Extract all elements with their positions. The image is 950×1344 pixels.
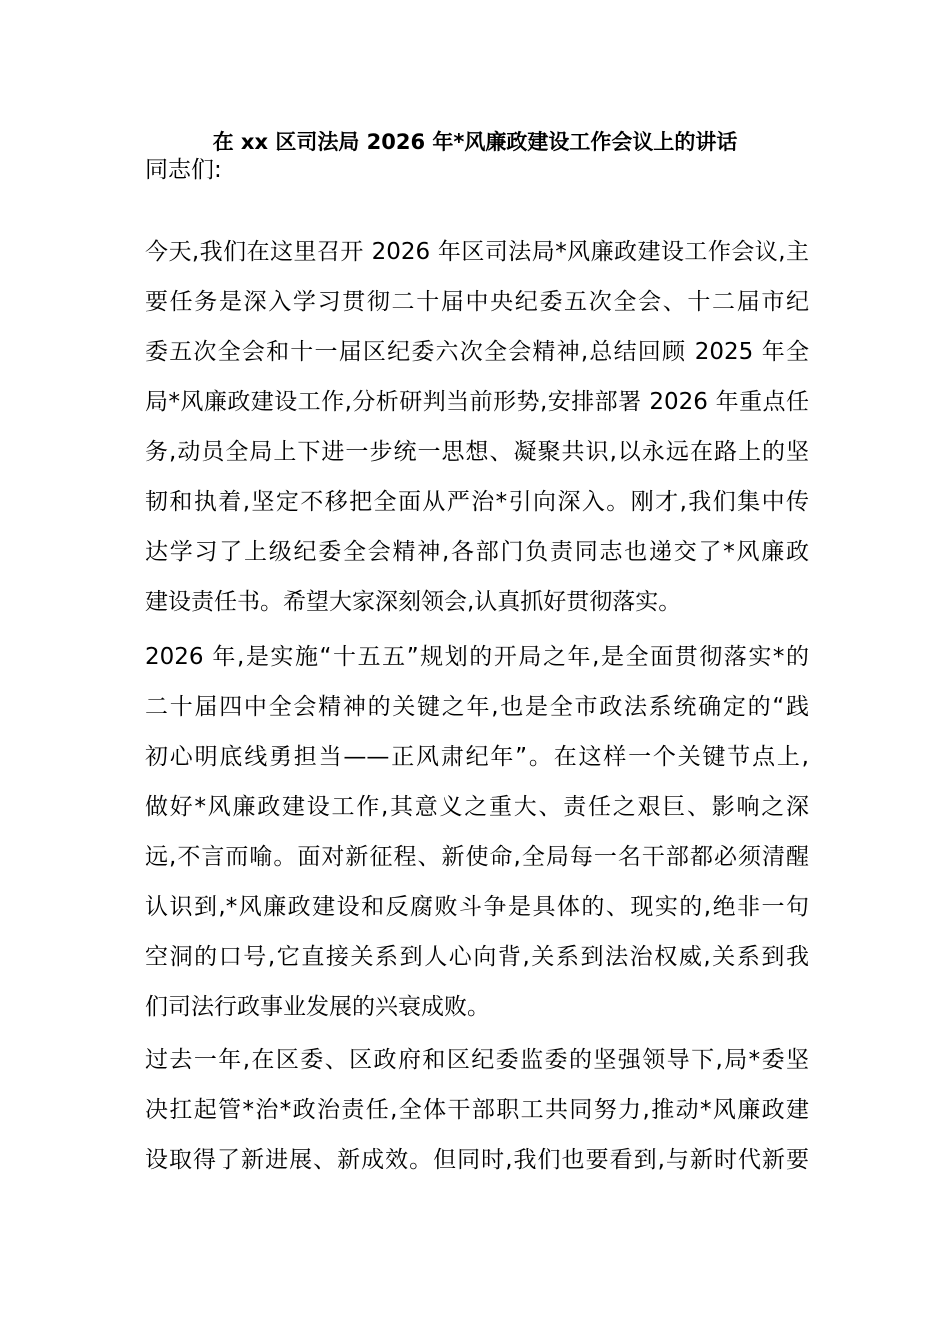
paragraph-line: 过去一年,在区委、区政府和区纪委监委的坚强领导下,局*委坚 [145,1047,809,1073]
paragraph-line: 务,动员全局上下进一步统一思想、凝聚共识,以永远在路上的坚 [145,439,809,465]
paragraph-line: 初心明底线勇担当——正风肃纪年”。在这样一个关键节点上, [145,744,809,770]
salutation: 同志们: [145,157,222,183]
paragraph-line: 们司法行政事业发展的兴衰成败。 [145,994,490,1020]
paragraph-line: 空洞的口号,它直接关系到人心向背,关系到法治权威,关系到我 [145,944,809,970]
paragraph-1 [145,227,809,627]
paragraph-line: 认识到,*风廉政建设和反腐败斗争是具体的、现实的,绝非一句 [145,894,809,920]
paragraph-line: 设取得了新进展、新成效。但同时,我们也要看到,与新时代新要 [145,1147,809,1173]
document-title: 在 xx 区司法局 2026 年*风廉政建设工作会议上的讲话 [212,130,738,154]
paragraph-line: 决扛起管*治*政治责任,全体干部职工共同努力,推动*风廉政建 [145,1097,809,1123]
paragraph-line: 远,不言而喻。面对新征程、新使命,全局每一名干部都必须清醒 [145,844,809,870]
paragraph-line: 韧和执着,坚定不移把全面从严治*引向深入。刚才,我们集中传 [145,489,809,515]
paragraph-line: 二十届四中全会精神的关键之年,也是全市政法系统确定的“践 [145,694,809,720]
paragraph-line: 2026 年,是实施“十五五”规划的开局之年,是全面贯彻落实*的 [145,644,809,670]
paragraph-line: 要任务是深入学习贯彻二十届中央纪委五次全会、十二届市纪 [145,289,809,315]
paragraph-line: 局*风廉政建设工作,分析研判当前形势,安排部署 2026 年重点任 [145,389,809,415]
paragraph-line: 今天,我们在这里召开 2026 年区司法局*风廉政建设工作会议,主 [145,239,809,265]
paragraph-line: 做好*风廉政建设工作,其意义之重大、责任之艰巨、影响之深 [145,794,809,820]
paragraph-2 [145,632,809,1032]
paragraph-line: 建设责任书。希望大家深刻领会,认真抓好贯彻落实。 [145,589,682,615]
paragraph-line: 达学习了上级纪委全会精神,各部门负责同志也递交了*风廉政 [145,539,809,565]
paragraph-3 [145,1035,809,1185]
paragraph-line: 委五次全会和十一届区纪委六次全会精神,总结回顾 2025 年全 [145,339,809,365]
